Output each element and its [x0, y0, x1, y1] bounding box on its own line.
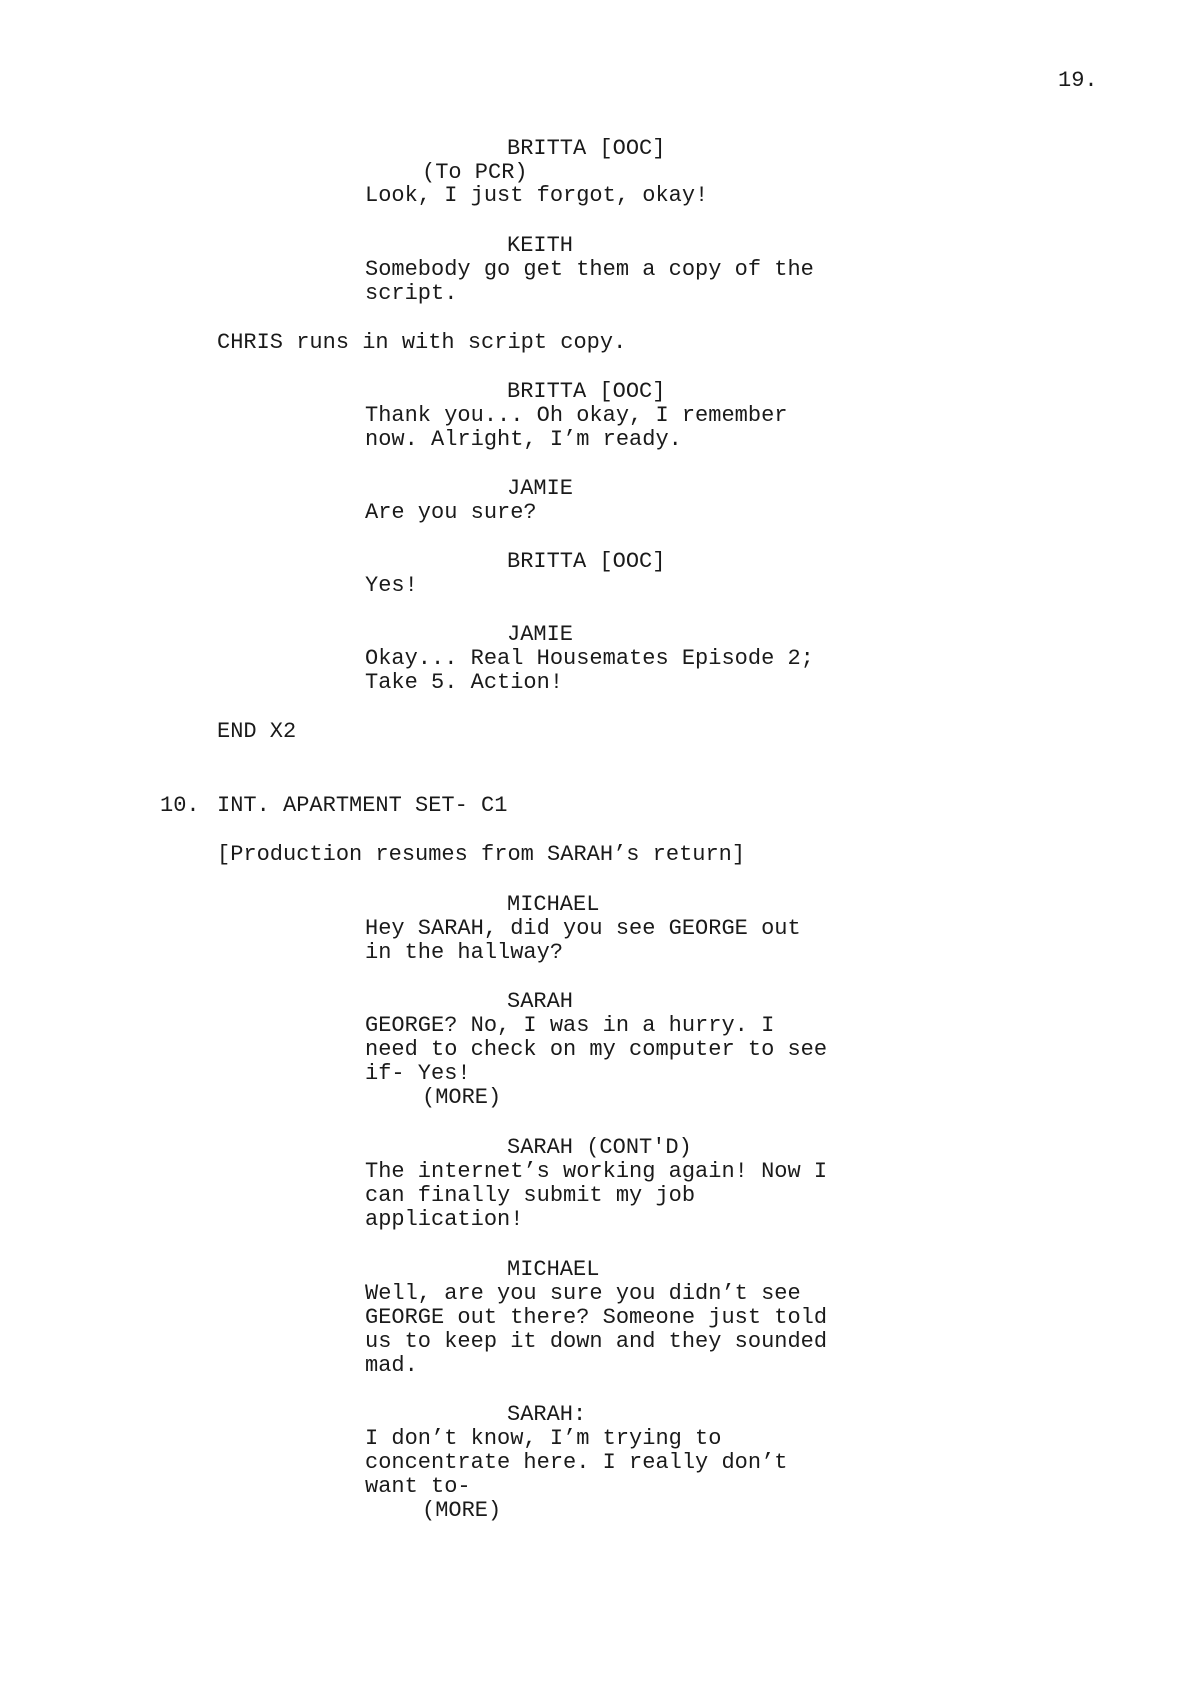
action-line: CHRIS runs in with script copy.	[217, 330, 627, 355]
dialogue-line: Are you sure?	[365, 500, 537, 525]
character-name: MICHAEL	[507, 1257, 600, 1282]
parenthetical: (To PCR)	[422, 160, 528, 185]
dialogue-line: application!	[365, 1207, 524, 1232]
dialogue-line: us to keep it down and they sounded	[365, 1329, 828, 1354]
character-name: JAMIE	[507, 476, 574, 501]
dialogue-line: Hey SARAH, did you see GEORGE out	[365, 916, 801, 941]
dialogue-line: in the hallway?	[365, 940, 564, 965]
dialogue-line: GEORGE? No, I was in a hurry. I	[365, 1013, 775, 1038]
dialogue-line: GEORGE out there? Someone just told	[365, 1305, 828, 1330]
dialogue-line: can finally submit my job	[365, 1183, 696, 1208]
dialogue-line: need to check on my computer to see	[365, 1037, 828, 1062]
character-name: BRITTA [OOC]	[507, 379, 666, 404]
dialogue-line: mad.	[365, 1353, 418, 1378]
dialogue-line: Okay... Real Housemates Episode 2;	[365, 646, 814, 671]
dialogue-line: Look, I just forgot, okay!	[365, 183, 709, 208]
dialogue-line: now. Alright, I’m ready.	[365, 427, 682, 452]
dialogue-line: Thank you... Oh okay, I remember	[365, 403, 788, 428]
character-name: BRITTA [OOC]	[507, 136, 666, 161]
more-marker: (MORE)	[422, 1498, 502, 1523]
scene-number: 10.	[160, 793, 200, 818]
action-line: END X2	[217, 719, 297, 744]
dialogue-line: concentrate here. I really don’t	[365, 1450, 788, 1475]
action-line: [Production resumes from SARAH’s return]	[217, 842, 746, 867]
more-marker: (MORE)	[422, 1085, 502, 1110]
dialogue-line: Take 5. Action!	[365, 670, 564, 695]
page-number: 19.	[1058, 68, 1098, 93]
character-name: KEITH	[507, 233, 574, 258]
character-name: BRITTA [OOC]	[507, 549, 666, 574]
dialogue-line: The internet’s working again! Now I	[365, 1159, 828, 1184]
dialogue-line: I don’t know, I’m trying to	[365, 1426, 722, 1451]
character-name: MICHAEL	[507, 892, 600, 917]
dialogue-line: Yes!	[365, 573, 418, 598]
character-name: SARAH:	[507, 1402, 587, 1427]
character-name: JAMIE	[507, 622, 574, 647]
character-name: SARAH	[507, 989, 574, 1014]
dialogue-line: Well, are you sure you didn’t see	[365, 1281, 801, 1306]
dialogue-line: script.	[365, 281, 458, 306]
scene-heading: INT. APARTMENT SET- C1	[217, 793, 508, 818]
dialogue-line: want to-	[365, 1474, 471, 1499]
character-name: SARAH (CONT'D)	[507, 1135, 692, 1160]
dialogue-line: if- Yes!	[365, 1061, 471, 1086]
dialogue-line: Somebody go get them a copy of the	[365, 257, 814, 282]
